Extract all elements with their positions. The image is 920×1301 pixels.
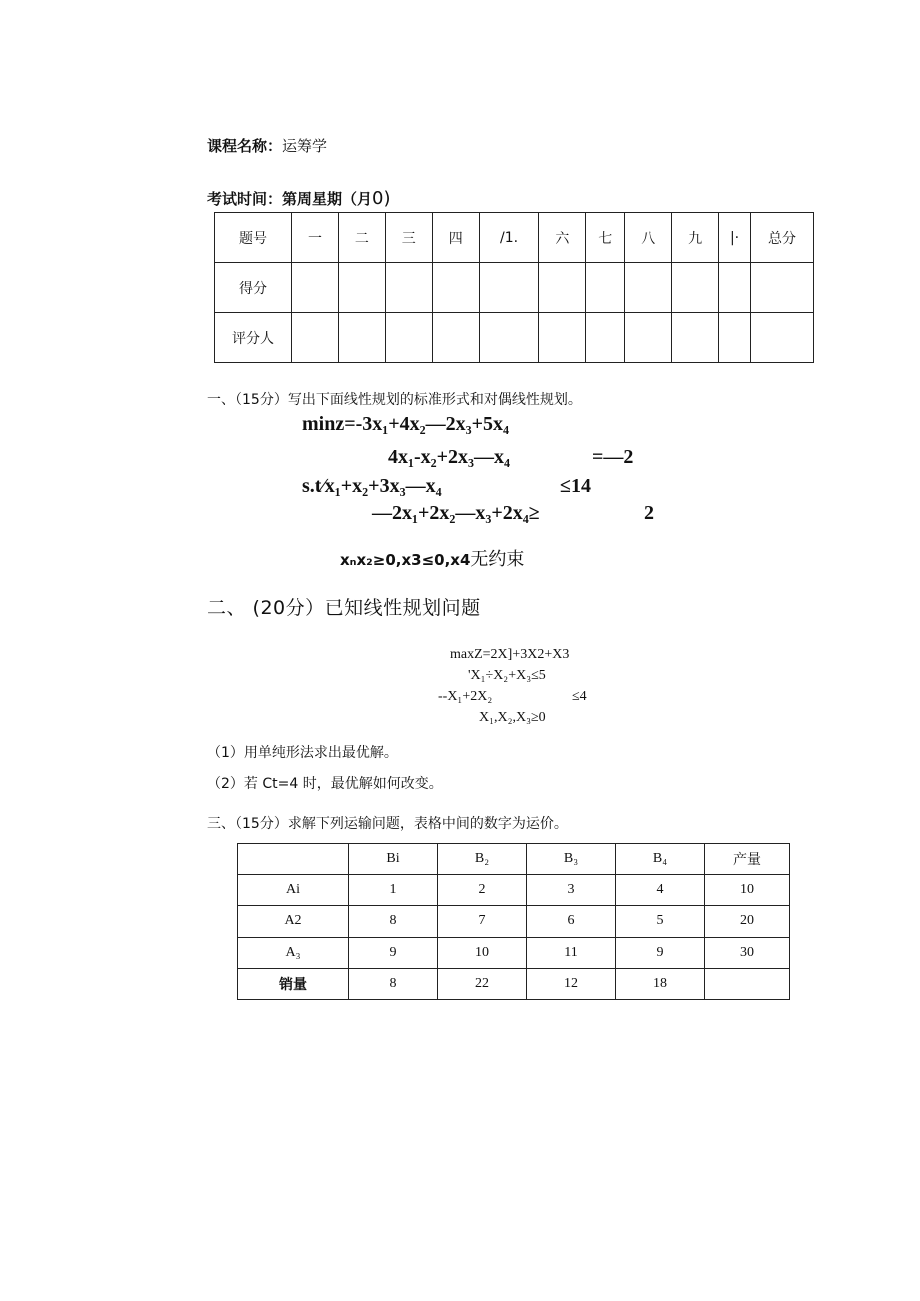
transport-cell: 30 (705, 937, 790, 968)
score-cell (338, 313, 385, 363)
transport-cell: 18 (616, 968, 705, 999)
score-table-header-cell: 题号 (215, 213, 292, 263)
score-table-row (215, 263, 814, 313)
score-cell (672, 263, 719, 313)
q2-bounds: X₁,X₂,X₃≥0 (479, 710, 546, 725)
transport-cell: 10 (705, 875, 790, 906)
score-cell (719, 263, 751, 313)
transport-cell: 1 (349, 875, 438, 906)
q1-constraint-3-rhs: 2 (644, 502, 654, 524)
transport-cell: 12 (527, 968, 616, 999)
score-table-header-cell: 八 (625, 213, 672, 263)
score-table-header-cell: 七 (586, 213, 625, 263)
score-cell (625, 313, 672, 363)
score-table-row (215, 313, 814, 363)
score-cell (338, 263, 385, 313)
score-table-header-cell: 一 (292, 213, 339, 263)
q1-constraint-1-rhs: =—2 (592, 446, 634, 468)
transport-cell: 5 (616, 906, 705, 937)
transport-header-cell: B₄ (616, 844, 705, 875)
q1-bounds-unconstrained: 无约束 (470, 549, 525, 570)
score-cell (385, 313, 432, 363)
score-cell (539, 313, 586, 363)
transport-row (238, 968, 790, 999)
score-cell (292, 263, 339, 313)
transport-row-label: A₃ (238, 937, 349, 968)
score-cell (625, 263, 672, 313)
score-row-label: 评分人 (215, 313, 292, 363)
course-value: 运筹学 (282, 137, 328, 155)
q1-objective: minz=-3x₁+4x₂—2x₃+5x₄ (302, 413, 510, 435)
score-cell (586, 313, 625, 363)
score-row-label: 得分 (215, 263, 292, 313)
q1-constraint-3-lhs: —2x₁+2x₂—x₃+2x₄≥ (372, 502, 540, 524)
score-cell (479, 313, 539, 363)
transport-cell: 8 (349, 906, 438, 937)
score-table-header-row (215, 213, 814, 263)
score-cell (672, 313, 719, 363)
score-cell (292, 313, 339, 363)
score-cell (751, 263, 814, 313)
score-cell (539, 263, 586, 313)
transport-cell: 20 (705, 906, 790, 937)
transport-row (238, 906, 790, 937)
transport-row (238, 937, 790, 968)
score-cell (751, 313, 814, 363)
q2-constraint-2-lhs: --X₁+2X₂ (438, 689, 493, 704)
score-cell (432, 263, 479, 313)
transport-cell: 2 (438, 875, 527, 906)
transport-header-cell: B₃ (527, 844, 616, 875)
transport-cell: 9 (349, 937, 438, 968)
score-table-header-cell: 九 (672, 213, 719, 263)
score-table-header-cell: 四 (432, 213, 479, 263)
question-3-title: 三、（15分）求解下列运输问题，表格中间的数字为运价。 (207, 816, 568, 832)
score-table-header-cell: 六 (539, 213, 586, 263)
transport-cell: 10 (438, 937, 527, 968)
transport-cell: 22 (438, 968, 527, 999)
exam-time-mark: 0) (372, 188, 391, 209)
score-table-header-cell: /1. (479, 213, 539, 263)
transport-header-row (238, 844, 790, 875)
q2-constraint-2-rhs: ≤4 (572, 689, 587, 704)
transport-header-cell: B₂ (438, 844, 527, 875)
q1-bounds-text: xₙx₂≥0,x3≤0,x4 (340, 551, 471, 569)
question-2-title: 二、 (20分）已知线性规划问题 (207, 597, 481, 619)
score-table-header-cell: 二 (338, 213, 385, 263)
transport-cell: 8 (349, 968, 438, 999)
q1-variable-bounds (340, 545, 524, 571)
transport-cell: 9 (616, 937, 705, 968)
q1-constraint-2-rhs: ≤14 (560, 475, 591, 497)
question-1-title: 一、（15分）写出下面线性规划的标准形式和对偶线性规划。 (207, 392, 582, 408)
transport-header-cell (238, 844, 349, 875)
transport-header-cell: 产量 (705, 844, 790, 875)
course-line (207, 135, 327, 156)
transport-row-label: Ai (238, 875, 349, 906)
transport-table (237, 843, 790, 1000)
transport-cell: 4 (616, 875, 705, 906)
q1-constraint-2-lhs: s.t∕x₁+x₂+3x₃—x₄ (302, 475, 442, 497)
score-cell (432, 313, 479, 363)
exam-time-label: 考试时间：第周星期（月 (207, 190, 373, 208)
transport-cell: 3 (527, 875, 616, 906)
q1-constraint-1-lhs: 4x₁-x₂+2x₃—x₄ (388, 446, 511, 468)
score-table (214, 212, 814, 363)
transport-cell: 7 (438, 906, 527, 937)
q2-objective: maxZ=2X]+3X2+X3 (450, 647, 570, 662)
q2-item-2: （2）若 Ct=4 时，最优解如何改变。 (207, 776, 443, 792)
exam-time-line (207, 188, 391, 209)
transport-cell: 11 (527, 937, 616, 968)
score-table-header-cell: 三 (385, 213, 432, 263)
transport-row (238, 875, 790, 906)
course-label: 课程名称： (207, 137, 283, 155)
q2-item-1: （1）用单纯形法求出最优解。 (207, 745, 398, 761)
transport-row-label: 销量 (238, 968, 349, 999)
transport-header-cell: Bi (349, 844, 438, 875)
q2-constraint-1: 'X₁÷X₂+X₃≤5 (468, 668, 546, 683)
transport-cell: 6 (527, 906, 616, 937)
score-cell (385, 263, 432, 313)
score-cell (586, 263, 625, 313)
score-table-header-cell: |· (719, 213, 751, 263)
transport-row-label: A2 (238, 906, 349, 937)
score-table-header-cell: 总分 (751, 213, 814, 263)
score-cell (479, 263, 539, 313)
transport-cell (705, 968, 790, 999)
score-cell (719, 313, 751, 363)
